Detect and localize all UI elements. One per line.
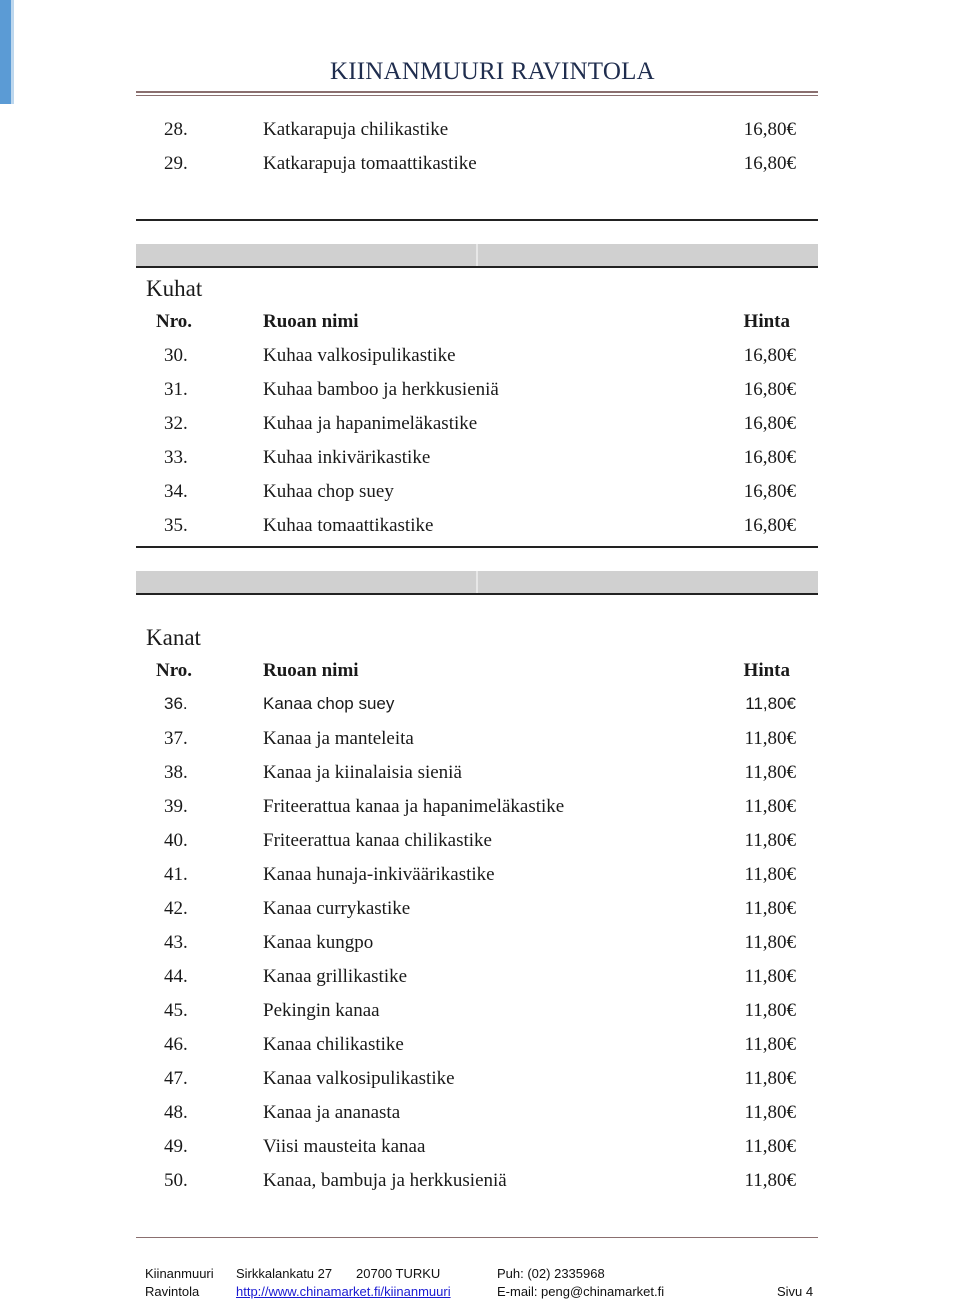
- menu-item: [0, 1102, 960, 1132]
- item-name: Kanaa grillikastike: [263, 966, 408, 987]
- column-header-name: Ruoan nimi: [263, 311, 359, 332]
- item-price: 11,80€: [744, 864, 796, 885]
- item-name: Kuhaa chop suey: [263, 481, 394, 502]
- section-divider: [136, 546, 818, 548]
- item-number: 45.: [164, 1000, 188, 1021]
- item-number: 29.: [164, 153, 188, 174]
- item-number: 32.: [164, 413, 188, 434]
- item-price: 16,80€: [743, 379, 796, 400]
- footer-phone: Puh: (02) 2335968: [497, 1266, 605, 1281]
- footer-website-link[interactable]: http://www.chinamarket.fi/kiinanmuuri: [236, 1284, 451, 1299]
- item-number: 46.: [164, 1034, 188, 1055]
- item-name: Kuhaa tomaattikastike: [263, 515, 434, 536]
- footer-email: E-mail: peng@chinamarket.fi: [497, 1284, 665, 1299]
- header-rule: [136, 91, 818, 93]
- menu-item: [0, 1068, 960, 1098]
- item-name: Viisi mausteita kanaa: [263, 1136, 426, 1157]
- item-number: 33.: [164, 447, 188, 468]
- footer-rule: [136, 1237, 818, 1238]
- item-price: 11,80€: [744, 762, 796, 783]
- menu-item: [0, 694, 960, 724]
- item-number: 39.: [164, 796, 188, 817]
- section-divider: [136, 266, 818, 268]
- footer-name: Kiinanmuuri: [145, 1266, 214, 1281]
- menu-item: [0, 481, 960, 511]
- item-number: 37.: [164, 728, 188, 749]
- item-price: 16,80€: [743, 481, 796, 502]
- item-price: 16,80€: [743, 447, 796, 468]
- item-name: Pekingin kanaa: [263, 1000, 380, 1021]
- item-price: 11,80€: [744, 830, 796, 851]
- menu-item: [0, 1000, 960, 1030]
- item-number: 31.: [164, 379, 188, 400]
- item-name: Kanaa hunaja-inkiväärikastike: [263, 864, 495, 885]
- menu-item: [0, 1136, 960, 1166]
- menu-item: [0, 728, 960, 758]
- item-number: 44.: [164, 966, 188, 987]
- item-name: Kuhaa inkivärikastike: [263, 447, 431, 468]
- menu-item: [0, 1034, 960, 1064]
- item-price: 11,80€: [744, 728, 796, 749]
- menu-item: [0, 830, 960, 860]
- menu-item: [0, 898, 960, 928]
- menu-item: [0, 447, 960, 477]
- item-number: 34.: [164, 481, 188, 502]
- item-number: 48.: [164, 1102, 188, 1123]
- item-price: 11,80€: [744, 1034, 796, 1055]
- item-price: 16,80€: [743, 119, 796, 140]
- section-divider: [136, 593, 818, 595]
- section-title-kuhat: Kuhat: [146, 276, 203, 301]
- item-name: Kanaa currykastike: [263, 898, 411, 919]
- menu-item: [0, 515, 960, 545]
- column-header-name: Ruoan nimi: [263, 660, 359, 681]
- footer-city: 20700 TURKU: [356, 1266, 441, 1281]
- menu-item: [0, 762, 960, 792]
- section-title-kanat: Kanat: [146, 625, 201, 650]
- menu-item: [0, 413, 960, 443]
- item-number: 42.: [164, 898, 188, 919]
- item-price: 16,80€: [743, 515, 796, 536]
- item-price: 16,80€: [743, 153, 796, 174]
- item-name: Kanaa chop suey: [263, 694, 395, 713]
- item-name: Friteerattua kanaa ja hapanimeläkastike: [263, 796, 565, 817]
- item-name: Friteerattua kanaa chilikastike: [263, 830, 492, 851]
- menu-item: [0, 119, 960, 149]
- page-title: KIINANMUURI RAVINTOLA: [330, 58, 655, 85]
- section-band: [136, 571, 818, 593]
- item-name: Katkarapuja tomaattikastike: [263, 153, 477, 174]
- item-price: 11,80€: [744, 1068, 796, 1089]
- item-number: 38.: [164, 762, 188, 783]
- column-header-price: Hinta: [743, 660, 790, 681]
- section-band: [136, 244, 818, 266]
- menu-item: [0, 153, 960, 183]
- item-name: Kanaa valkosipulikastike: [263, 1068, 455, 1089]
- item-price: 11,80€: [744, 1000, 796, 1021]
- menu-item: [0, 966, 960, 996]
- item-name: Katkarapuja chilikastike: [263, 119, 449, 140]
- item-name: Kanaa ja kiinalaisia sieniä: [263, 762, 462, 783]
- item-name: Kanaa kungpo: [263, 932, 374, 953]
- item-price: 11,80€: [744, 1170, 796, 1191]
- item-price: 11,80€: [744, 1102, 796, 1123]
- item-price: 11,80€: [745, 694, 796, 713]
- footer-ravintola: Ravintola: [145, 1284, 200, 1299]
- menu-item: [0, 1170, 960, 1200]
- item-number: 36.: [164, 694, 188, 713]
- item-price: 11,80€: [744, 796, 796, 817]
- item-number: 28.: [164, 119, 188, 140]
- item-number: 43.: [164, 932, 188, 953]
- menu-item: [0, 379, 960, 409]
- item-name: Kanaa ja ananasta: [263, 1102, 401, 1123]
- section-divider: [136, 219, 818, 221]
- item-name: Kuhaa bamboo ja herkkusieniä: [263, 379, 499, 400]
- item-price: 11,80€: [744, 966, 796, 987]
- menu-item: [0, 345, 960, 375]
- item-number: 47.: [164, 1068, 188, 1089]
- item-number: 40.: [164, 830, 188, 851]
- item-number: 41.: [164, 864, 188, 885]
- item-number: 35.: [164, 515, 188, 536]
- footer-street: Sirkkalankatu 27: [236, 1266, 333, 1281]
- column-header-number: Nro.: [156, 660, 193, 681]
- item-price: 11,80€: [744, 932, 796, 953]
- column-header-price: Hinta: [743, 311, 790, 332]
- page-number: Sivu 4: [777, 1284, 814, 1299]
- item-number: 50.: [164, 1170, 188, 1191]
- side-tab-marker: [0, 0, 11, 104]
- item-name: Kanaa chilikastike: [263, 1034, 404, 1055]
- menu-item: [0, 864, 960, 894]
- menu-item: [0, 796, 960, 826]
- item-name: Kuhaa valkosipulikastike: [263, 345, 456, 366]
- item-number: 30.: [164, 345, 188, 366]
- item-name: Kanaa, bambuja ja herkkusieniä: [263, 1170, 507, 1191]
- item-name: Kuhaa ja hapanimeläkastike: [263, 413, 478, 434]
- item-price: 11,80€: [744, 898, 796, 919]
- item-number: 49.: [164, 1136, 188, 1157]
- item-price: 16,80€: [743, 345, 796, 366]
- item-name: Kanaa ja manteleita: [263, 728, 414, 749]
- item-price: 16,80€: [743, 413, 796, 434]
- item-price: 11,80€: [744, 1136, 796, 1157]
- header-rule-thin: [136, 95, 818, 96]
- menu-item: [0, 932, 960, 962]
- column-header-number: Nro.: [156, 311, 193, 332]
